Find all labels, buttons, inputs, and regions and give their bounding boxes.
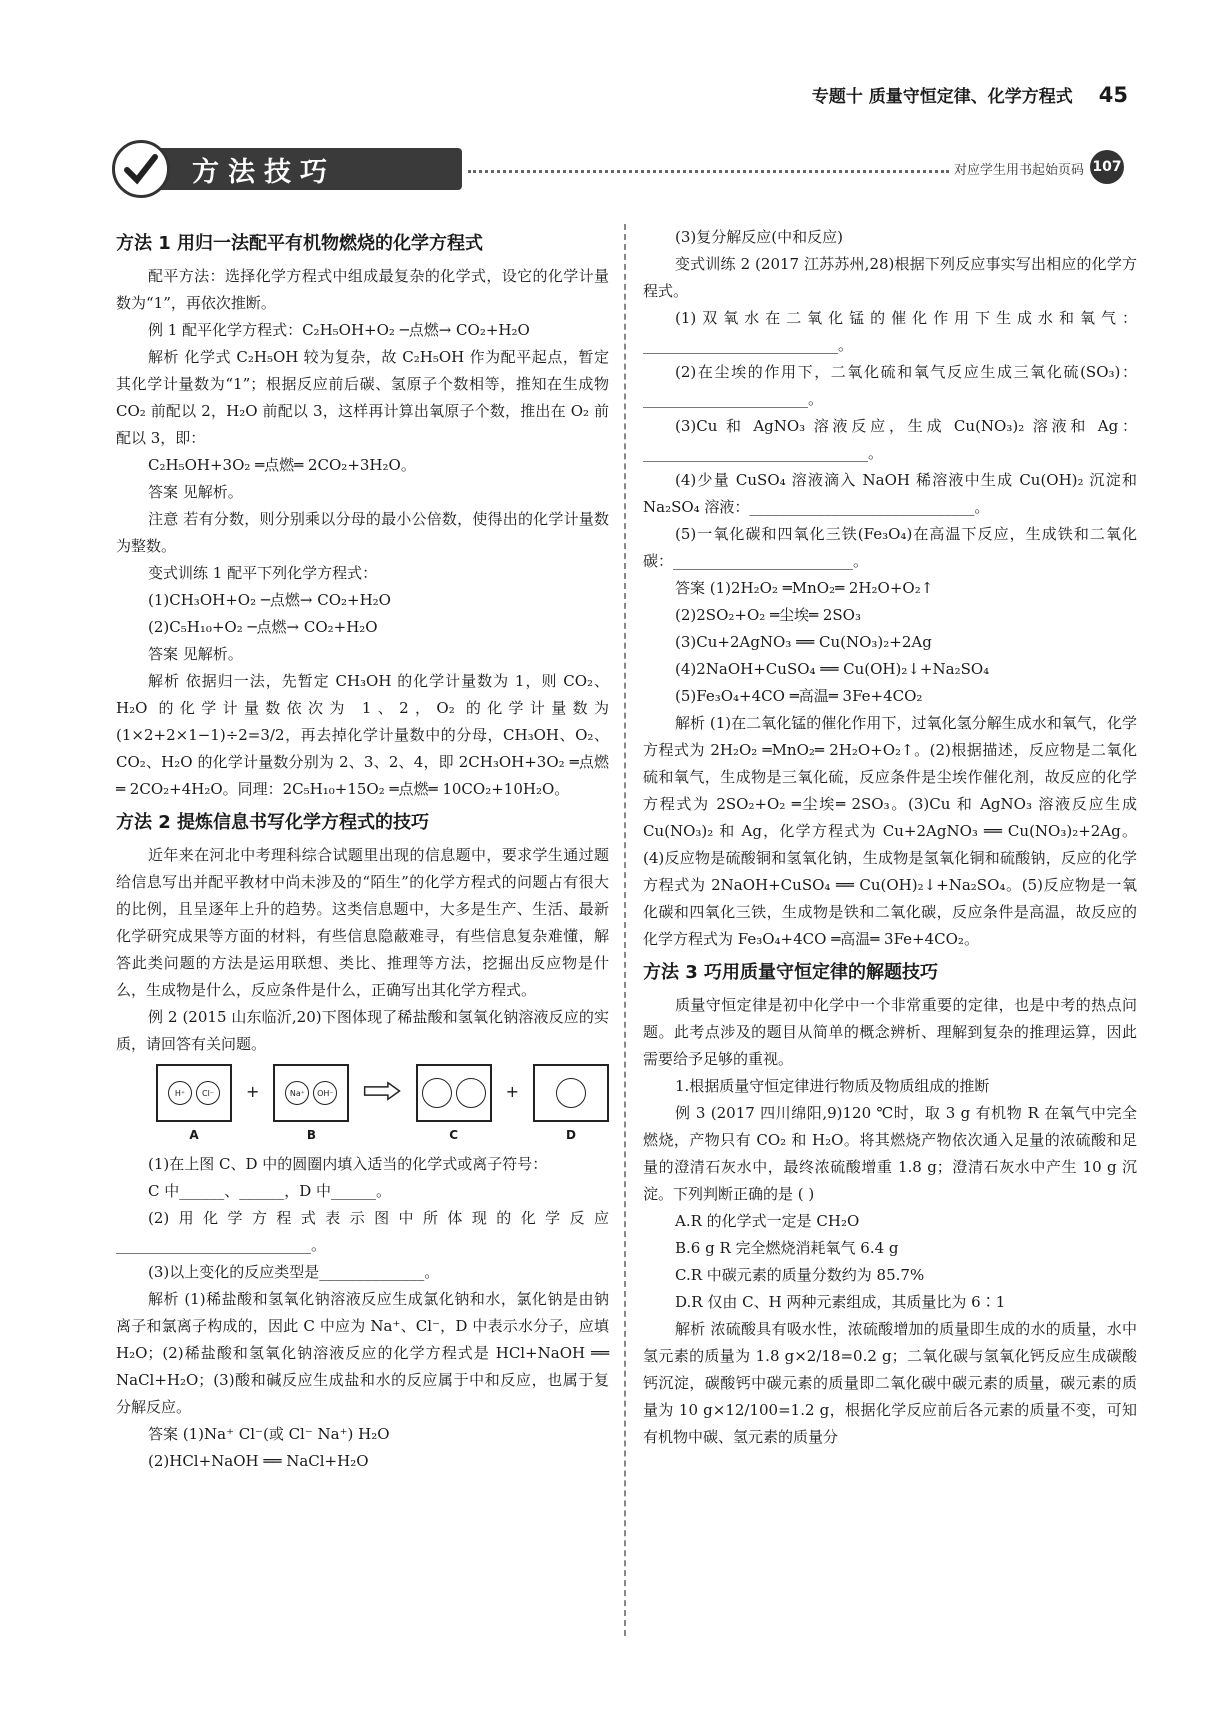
diagram-label: A: [189, 1128, 199, 1142]
paragraph: 答案 (1)2H₂O₂ ═MnO₂═ 2H₂O+O₂↑: [675, 579, 934, 597]
paragraph: (1)在上图 C、D 中的圆圈内填入适当的化学式或离子符号：: [148, 1155, 548, 1173]
paragraph: 1.根据质量守恒定律进行物质及物质组成的推断: [675, 1077, 990, 1095]
paragraph: 解析 依据归一法，先暂定 CH₃OH 的化学计量数为 1，则 CO₂、H₂O 的化学计量数依次为 1、2，O₂ 的化学计量数为(1×2+2×1−1)÷2=3/2，再去掉化学计量数中的分母，CH₃OH、O₂、CO₂、H₂O 的化学计量数分别为 2、3、2、4，即 2CH₃OH+3O₂ ═点燃═ 2CO₂+4H₂O。同理：2C₅H₁₀+15O₂ ═点燃═ 10CO₂+10H₂O。: [116, 672, 609, 798]
page-number: 45: [1098, 82, 1128, 107]
diagram-label: D: [566, 1128, 576, 1142]
left-column: [116, 224, 609, 1475]
paragraph: 质量守恒定律是初中化学中一个非常重要的定律，也是中考的热点问题。此考点涉及的题目从简单的概念辨析、理解到复杂的推理运算，因此需要给予足够的重视。: [643, 996, 1137, 1068]
diagram-square: [273, 1064, 349, 1122]
paragraph: (3)复分解反应(中和反应): [675, 228, 843, 246]
ion-circle: Na⁺: [285, 1081, 309, 1105]
paragraph: 例 1 配平化学方程式：C₂H₅OH+O₂ ─点燃→ CO₂+H₂O: [148, 321, 530, 339]
banner-ref-text: 对应学生用书起始页码: [953, 163, 1084, 178]
paragraph: 注意 若有分数，则分别乘以分母的最小公倍数，使得出的化学计量数为整数。: [116, 510, 609, 555]
diagram-box: [273, 1064, 349, 1149]
column-divider: [624, 224, 626, 1636]
paragraph: D.R 仅由 C、H 两种元素组成，其质量比为 6∶1: [675, 1293, 1006, 1311]
ion-circle: OH⁻: [313, 1081, 337, 1105]
checkmark-icon: [112, 140, 170, 198]
diagram-square: [156, 1064, 232, 1122]
paragraph: 解析 (1)在二氧化锰的催化作用下，过氧化氢分解生成水和氧气，化学方程式为 2H₂O₂ ═MnO₂═ 2H₂O+O₂↑。(2)根据描述，反应物是二氧化硫和氧气，生成物是三氧化硫，反应条件是尘埃作催化剂，故反应的化学方程式为 2SO₂+O₂ ═尘埃═ 2SO₃。(3)Cu 和 AgNO₃ 溶液反应生成 Cu(NO₃)₂ 和 Ag，化学方程式为 Cu+2AgNO₃ ══ Cu(NO₃)₂+2Ag。(4)反应物是硫酸铜和氢氧化钠，生成物是氢氧化铜和硫酸钠，反应的化学方程式为 2NaOH+CuSO₄ ══ Cu(OH)₂↓+Na₂SO₄。(5)反应物是一氧化碳和四氧化三铁，生成物是铁和二氧化碳，反应条件是高温，故反应的化学方程式为 Fe₃O₄+4CO ═高温═ 3Fe+4CO₂。: [643, 714, 1137, 948]
paragraph: (5)Fe₃O₄+4CO ═高温═ 3Fe+4CO₂: [675, 687, 923, 705]
paragraph: (2)在尘埃的作用下，二氧化硫和氧气反应生成三氧化硫(SO₃)：______________________。: [643, 363, 1137, 408]
right-column: [643, 224, 1137, 1451]
plus-sign: +: [246, 1082, 260, 1101]
paragraph: 变式训练 1 配平下列化学方程式：: [148, 564, 378, 582]
paragraph: 配平方法：选择化学方程式中组成最复杂的化学式，设它的化学计量数为“1”，再依次推断。: [116, 267, 609, 312]
plus-sign: +: [505, 1082, 519, 1101]
paragraph: (4)少量 CuSO₄ 溶液滴入 NaOH 稀溶液中生成 Cu(OH)₂ 沉淀和 Na₂SO₄ 溶液：______________________________。: [643, 471, 1137, 516]
paragraph: C 中______、______，D 中______。: [148, 1182, 392, 1200]
paragraph: A.R 的化学式一定是 CH₂O: [675, 1212, 860, 1230]
paragraph: (1)双氧水在二氧化锰的催化作用下生成水和氧气：__________________________。: [643, 309, 1137, 354]
diagram-label: C: [449, 1128, 458, 1142]
ion-circle: Cl⁻: [196, 1081, 220, 1105]
paragraph: (2)HCl+NaOH ══ NaCl+H₂O: [148, 1452, 369, 1470]
paragraph: C₂H₅OH+3O₂ ═点燃═ 2CO₂+3H₂O。: [148, 456, 416, 474]
paragraph: 例 2 (2015 山东临沂,20)下图体现了稀盐酸和氢氧化钠溶液反应的实质，请回答有关问题。: [116, 1008, 609, 1053]
paragraph: (5)一氧化碳和四氧化三铁(Fe₃O₄)在高温下反应，生成铁和二氧化碳：________________________。: [643, 525, 1137, 570]
paragraph: (2)2SO₂+O₂ ═尘埃═ 2SO₃: [675, 606, 861, 624]
paragraph: 近年来在河北中考理科综合试题里出现的信息题中，要求学生通过题给信息写出并配平教材中尚未涉及的“陌生”的化学方程式的问题占有很大的比例，且呈逐年上升的趋势。这类信息题中，大多是生产、生活、最新化学研究成果等方面的材料，有些信息隐蔽难寻，有些信息复杂难懂，解答此类问题的方法是运用联想、类比、推理等方法，挖掘出反应物是什么，生成物是什么，反应条件是什么，正确写出其化学方程式。: [116, 846, 609, 999]
paragraph: 解析 (1)稀盐酸和氢氧化钠溶液反应生成氯化钠和水，氯化钠是由钠离子和氯离子构成的，因此 C 中应为 Na⁺、Cl⁻，D 中表示水分子，应填 H₂O；(2)稀盐酸和氢氧化钠溶液反应的化学方程式是 HCl+NaOH ══ NaCl+H₂O；(3)酸和碱反应生成盐和水的反应属于中和反应，也属于复分解反应。: [116, 1290, 609, 1416]
diagram-box: [416, 1064, 492, 1149]
empty-circle: [422, 1078, 452, 1108]
paragraph: C.R 中碳元素的质量分数约为 85.7%: [675, 1266, 925, 1284]
ion-circle: H⁺: [168, 1081, 192, 1105]
paragraph: B.6 g R 完全燃烧消耗氧气 6.4 g: [675, 1239, 899, 1257]
paragraph: (4)2NaOH+CuSO₄ ══ Cu(OH)₂↓+Na₂SO₄: [675, 660, 990, 678]
section-banner: [112, 140, 1124, 198]
paragraph: (3)Cu+2AgNO₃ ══ Cu(NO₃)₂+2Ag: [675, 633, 932, 651]
diagram-square: [416, 1064, 492, 1122]
paragraph: 例 3 (2017 四川绵阳,9)120 ℃时，取 3 g 有机物 R 在氧气中完全燃烧，产物只有 CO₂ 和 H₂O。将其燃烧产物依次通入足量的浓硫酸和足量的澄清石灰水中，最终浓硫酸增重 1.8 g；澄清石灰水中产生 10 g 沉淀。下列判断正确的是 ( ): [643, 1104, 1137, 1203]
diagram-box: [533, 1064, 609, 1149]
section-heading: 方法 1 用归一法配平有机物燃烧的化学方程式: [116, 233, 484, 254]
empty-circle: [456, 1078, 486, 1108]
reaction-arrow-icon: [363, 1080, 401, 1102]
page-header: [812, 82, 1128, 107]
paragraph: 答案 见解析。: [148, 483, 243, 501]
section-heading: 方法 2 提炼信息书写化学方程式的技巧: [116, 812, 430, 833]
diagram-square: [533, 1064, 609, 1122]
section-heading: 方法 3 巧用质量守恒定律的解题技巧: [643, 962, 939, 983]
banner-ref-number: 107: [1090, 150, 1124, 184]
paragraph: 变式训练 2 (2017 江苏苏州,28)根据下列反应事实写出相应的化学方程式。: [643, 255, 1137, 300]
paragraph: 解析 浓硫酸具有吸水性，浓硫酸增加的质量即生成的水的质量，水中氢元素的质量为 1.8 g×2/18=0.2 g；二氧化碳与氢氧化钙反应生成碳酸钙沉淀，碳酸钙中碳元素的质量即二氧化碳中碳元素的质量，碳元素的质量为 10 g×12/100=1.2 g，根据化学反应前后各元素的质量不变，可知有机物中碳、氢元素的质量分: [643, 1320, 1137, 1446]
paragraph: 答案 (1)Na⁺ Cl⁻(或 Cl⁻ Na⁺) H₂O: [148, 1425, 390, 1443]
paragraph: 解析 化学式 C₂H₅OH 较为复杂，故 C₂H₅OH 作为配平起点，暂定其化学计量数为“1”；根据反应前后碳、氢原子个数相等，推知在生成物 CO₂ 前配以 2，H₂O 前配以 3，这样再计算出氧原子个数，推出在 O₂ 前配以 3，即：: [116, 348, 609, 447]
paragraph: (2)C₅H₁₀+O₂ ─点燃→ CO₂+H₂O: [148, 618, 378, 636]
banner-dots: [468, 170, 949, 173]
empty-circle: [556, 1078, 586, 1108]
paragraph: (3)Cu 和 AgNO₃ 溶液反应，生成 Cu(NO₃)₂ 溶液和 Ag：______________________________。: [643, 417, 1137, 462]
diagram-box: [156, 1064, 232, 1149]
chapter-title: 专题十 质量守恒定律、化学方程式: [811, 87, 1073, 107]
paragraph: (3)以上变化的反应类型是______________。: [148, 1263, 440, 1281]
paragraph: (2)用化学方程式表示图中所体现的化学反应__________________________。: [116, 1209, 609, 1254]
ion-diagram: [116, 1064, 609, 1149]
diagram-label: B: [306, 1128, 316, 1142]
paragraph: 答案 见解析。: [148, 645, 243, 663]
banner-title: 方法技巧: [192, 157, 336, 188]
paragraph: (1)CH₃OH+O₂ ─点燃→ CO₂+H₂O: [148, 591, 391, 609]
